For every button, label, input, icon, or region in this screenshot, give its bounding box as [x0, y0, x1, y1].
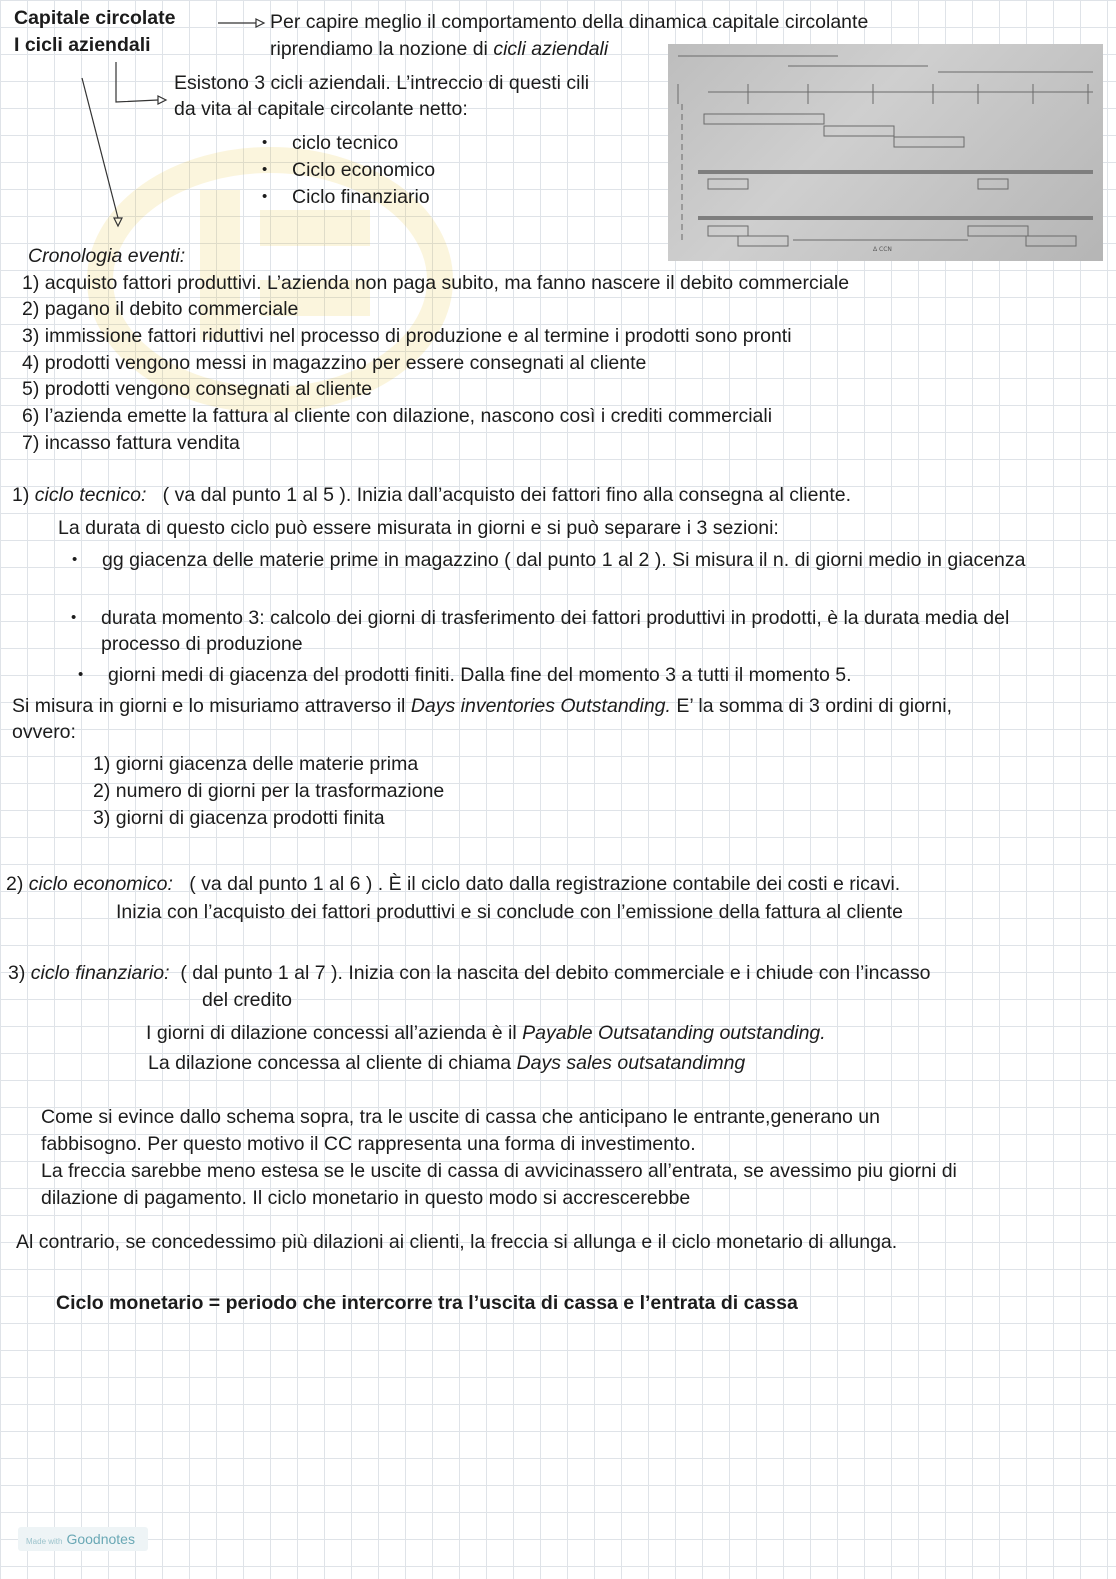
conclusion-line: La freccia sarebbe meno estesa se le uscite di cassa di avvicinassero all’entrata, se avessimo piu giorni di — [41, 1160, 957, 1182]
conclusion-line: fabbisogno. Per questo motivo il CC rappresenta una forma di investimento. — [41, 1133, 696, 1155]
chronology-event: 3) immissione fattori riduttivi nel processo di produzione e al termine i prodotti sono pronti — [22, 325, 792, 347]
dio-measure-ovvero: ovvero: — [12, 721, 76, 743]
chronology-heading: Cronologia eventi: — [28, 245, 186, 267]
ciclo-tecnico-durata: La durata di questo ciclo può essere misurata in giorni e si può separare i 3 sezioni: — [58, 517, 779, 539]
chronology-event: 2) pagano il debito commerciale — [22, 298, 299, 320]
cycles-intro-line-2: da vita al capitale circolante netto: — [174, 98, 468, 120]
ciclo-economico-line-2: Inizia con l’acquisto dei fattori produttivi e si conclude con l’emissione della fattura al cliente — [116, 901, 903, 923]
chronology-event: 5) prodotti vengono consegnati al cliente — [22, 378, 373, 400]
intro-line-1: Per capire meglio il comportamento della dinamica capitale circolante — [270, 11, 869, 33]
chronology-event: 4) prodotti vengono messi in magazzino per essere consegnati al cliente — [22, 352, 647, 374]
cycles-timeline-diagram — [668, 44, 1103, 261]
chronology-event: 6) l’azienda emette la fattura al cliente con dilazione, nascono così i crediti commerciali — [22, 405, 773, 427]
dio-measure-line: Si misura in giorni e lo misuriamo attraverso il Days inventories Outstanding. E’ la somma di 3 ordini di giorni, — [12, 695, 953, 717]
ciclo-monetario-definition: Ciclo monetario = periodo che intercorre tra l’uscita di cassa e l’entrata di cassa — [56, 1292, 798, 1314]
ciclo-tecnico-heading: 1) ciclo tecnico: ( va dal punto 1 al 5 ). Inizia dall’acquisto dei fattori fino alla consegna al cliente. — [12, 484, 851, 506]
title-cicli-aziendali: I cicli aziendali — [14, 34, 151, 56]
conclusion-line: Come si evince dallo schema sopra, tra le uscite di cassa che anticipano le entrante,generano un — [41, 1106, 880, 1128]
ciclo-tecnico-bullet-1: • gg giacenza delle materie prime in magazzino ( dal punto 1 al 2 ). Si misura il n. di giorni medio in giacenza — [102, 547, 1082, 573]
title-capitale-circolante: Capitale circolate — [14, 7, 176, 29]
dio-list-item: 3) giorni di giacenza prodotti finita — [93, 807, 385, 829]
ciclo-finanziario-line-2: del credito — [202, 989, 292, 1011]
days-sales-line: La dilazione concessa al cliente di chiama Days sales outsatandimng — [148, 1052, 746, 1074]
ciclo-finanziario-heading: 3) ciclo finanziario: ( dal punto 1 al 7 ). Inizia con la nascita del debito commerciale e i chiude con l’incasso — [8, 962, 931, 984]
dio-list-item: 1) giorni giacenza delle materie prima — [93, 753, 419, 775]
conclusion-contrary: Al contrario, se concedessimo più dilazioni ai clienti, la freccia si allunga e il ciclo monetario di allunga. — [16, 1231, 898, 1253]
intro-line-2: riprendiamo la nozione di cicli aziendali — [270, 38, 609, 60]
ciclo-tecnico-bullet-3: • giorni medi di giacenza del prodotti finiti. Dalla fine del momento 3 a tutti il momento 5. — [108, 663, 852, 687]
ciclo-tecnico-bullet-2: • durata momento 3: calcolo dei giorni di trasferimento dei fattori produttivi in prodotti, è la durata media del processo di produzione — [101, 605, 1081, 657]
chronology-event: 7) incasso fattura vendita — [22, 432, 240, 454]
conclusion-line: dilazione di pagamento. Il ciclo monetario in questo modo si accrescerebbe — [41, 1187, 691, 1209]
cycles-intro-line-1: Esistono 3 cicli aziendali. L’intreccio di questi cili — [174, 72, 590, 94]
chronology-event: 1) acquisto fattori produttivi. L’azienda non paga subito, ma fanno nascere il debito commerciale — [22, 272, 850, 294]
timeline-sketch — [668, 44, 1103, 261]
ciclo-economico-heading: 2) ciclo economico: ( va dal punto 1 al 6 ) . È il ciclo dato dalla registrazione contabile dei costi e ricavi. — [6, 873, 901, 895]
goodnotes-badge: Made with Goodnotes — [18, 1527, 148, 1551]
payable-outstanding-line: I giorni di dilazione concessi all’azienda è il Payable Outsatanding outstanding. — [146, 1022, 826, 1044]
cycle-item-economico: • Ciclo economico — [292, 158, 435, 182]
diagram-ccn-label: Δ CCN — [873, 246, 892, 253]
cycle-item-finanziario: • Ciclo finanziario — [292, 185, 430, 209]
cycle-item-tecnico: • ciclo tecnico — [292, 131, 398, 155]
dio-list-item: 2) numero di giorni per la trasformazione — [93, 780, 445, 802]
